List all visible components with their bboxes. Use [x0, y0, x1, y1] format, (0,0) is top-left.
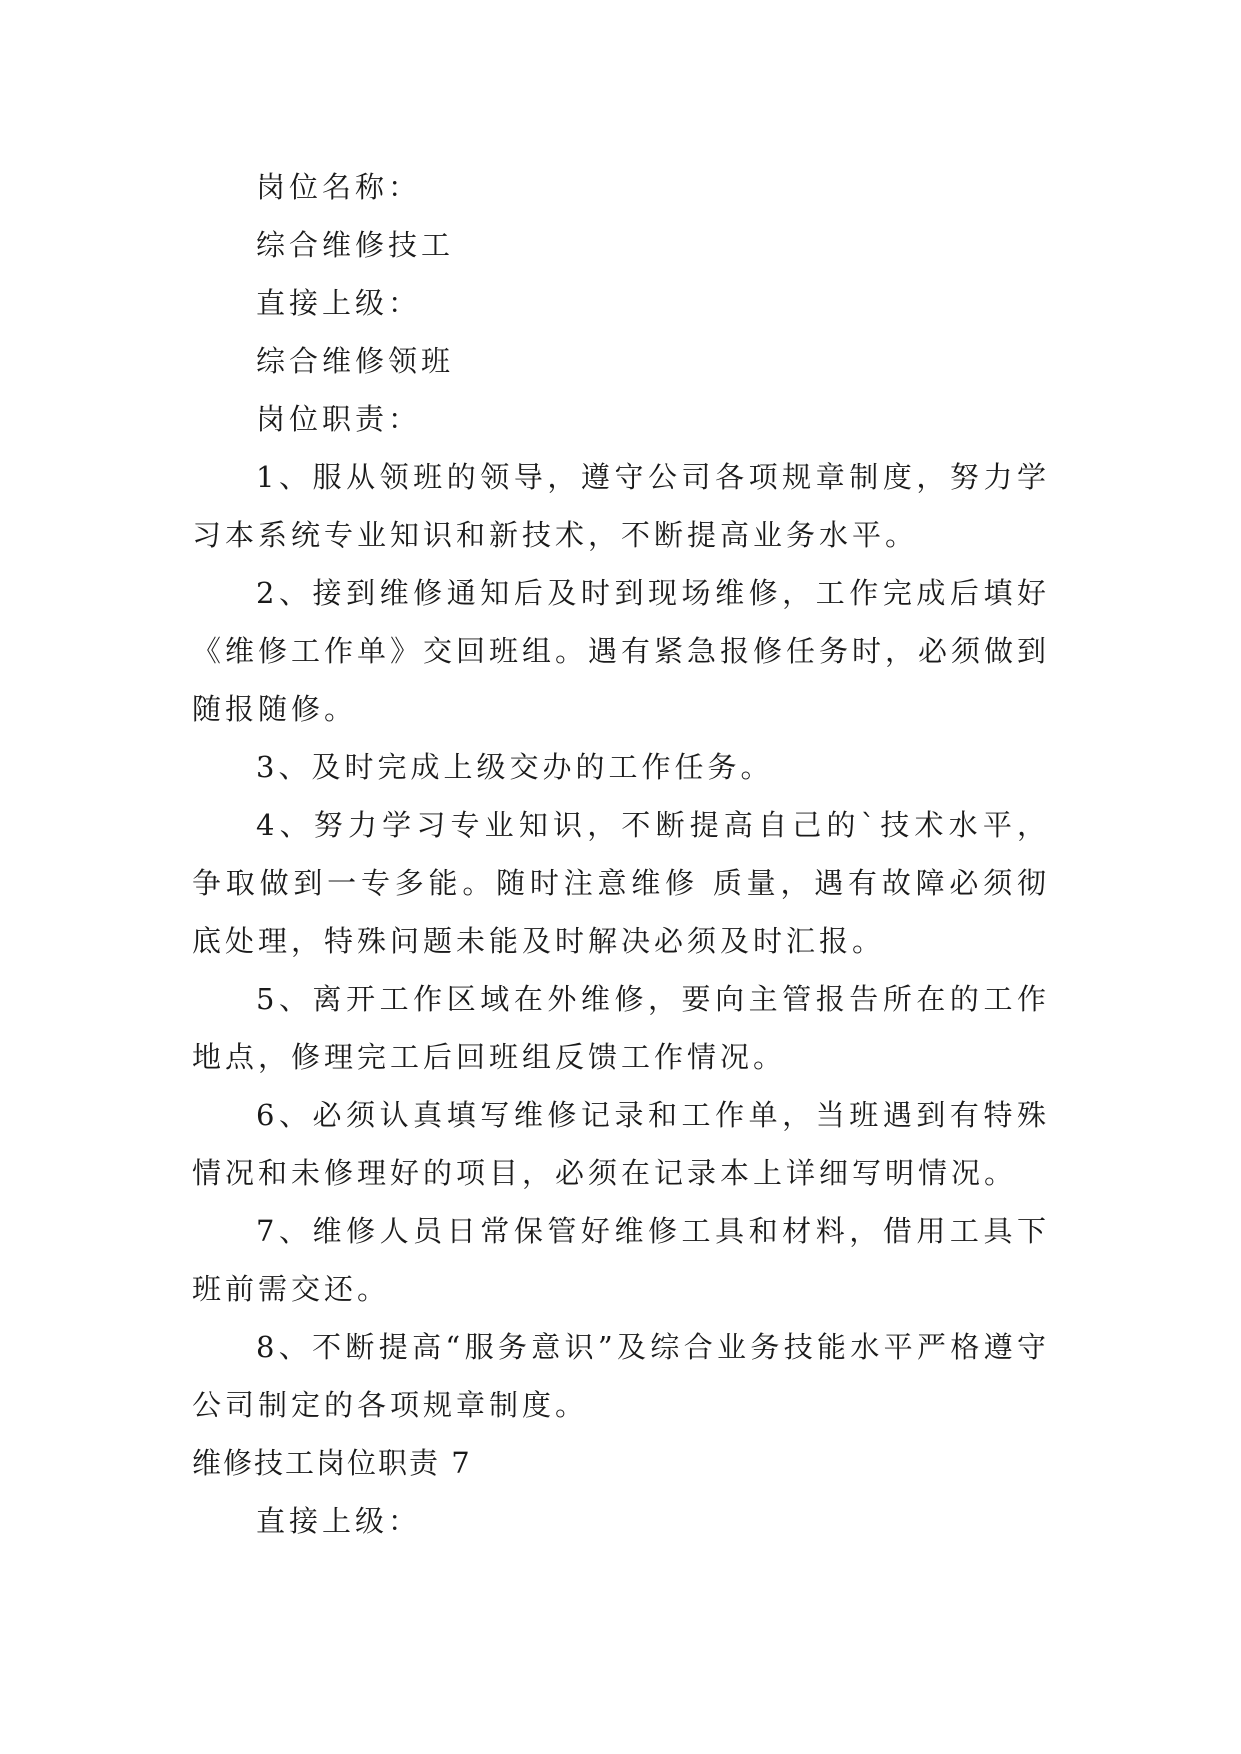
- duty-item-7: 7、维修人员日常保管好维修工具和材料，借用工具下班前需交还。: [192, 1214, 1050, 1306]
- field-label-duties: 岗位职责：: [256, 402, 422, 436]
- duty-item-8: 8、不断提高“服务意识”及综合业务技能水平严格遵守公司制定的各项规章制度。: [192, 1330, 1050, 1422]
- duty-item-2: 2、接到维修通知后及时到现场维修，工作完成后填好《维修工作单》交回班组。遇有紧急报修任务时，必须做到随报随修。: [192, 576, 1051, 726]
- duty-item-6: 6、必须认真填写维修记录和工作单，当班遇到有特殊情况和未修理好的项目，必须在记录本上详细写明情况。: [192, 1098, 1050, 1190]
- section-heading: 维修技工岗位职责 7: [192, 1446, 472, 1480]
- field-label-supervisor: 直接上级：: [256, 286, 422, 320]
- field-value-position-name: 综合维修技工: [256, 228, 455, 262]
- duty-item-4: 4、努力学习专业知识，不断提高自己的`技术水平，争取做到一专多能。随时注意维修 质量，遇有故障必须彻底处理，特殊问题未能及时解决必须及时汇报。: [192, 808, 1050, 958]
- duty-item-5: 5、离开工作区域在外维修，要向主管报告所在的工作地点，修理完工后回班组反馈工作情况。: [192, 982, 1050, 1074]
- duty-item-3: 3、及时完成上级交办的工作任务。: [256, 750, 774, 784]
- field-label-position-name: 岗位名称：: [256, 170, 422, 204]
- field-label-supervisor-next: 直接上级：: [256, 1504, 422, 1538]
- field-value-supervisor: 综合维修领班: [256, 344, 455, 378]
- document-body: [192, 158, 1050, 1550]
- duty-item-1: 1、服从领班的领导，遵守公司各项规章制度，努力学习本系统专业知识和新技术，不断提高业务水平。: [192, 460, 1050, 552]
